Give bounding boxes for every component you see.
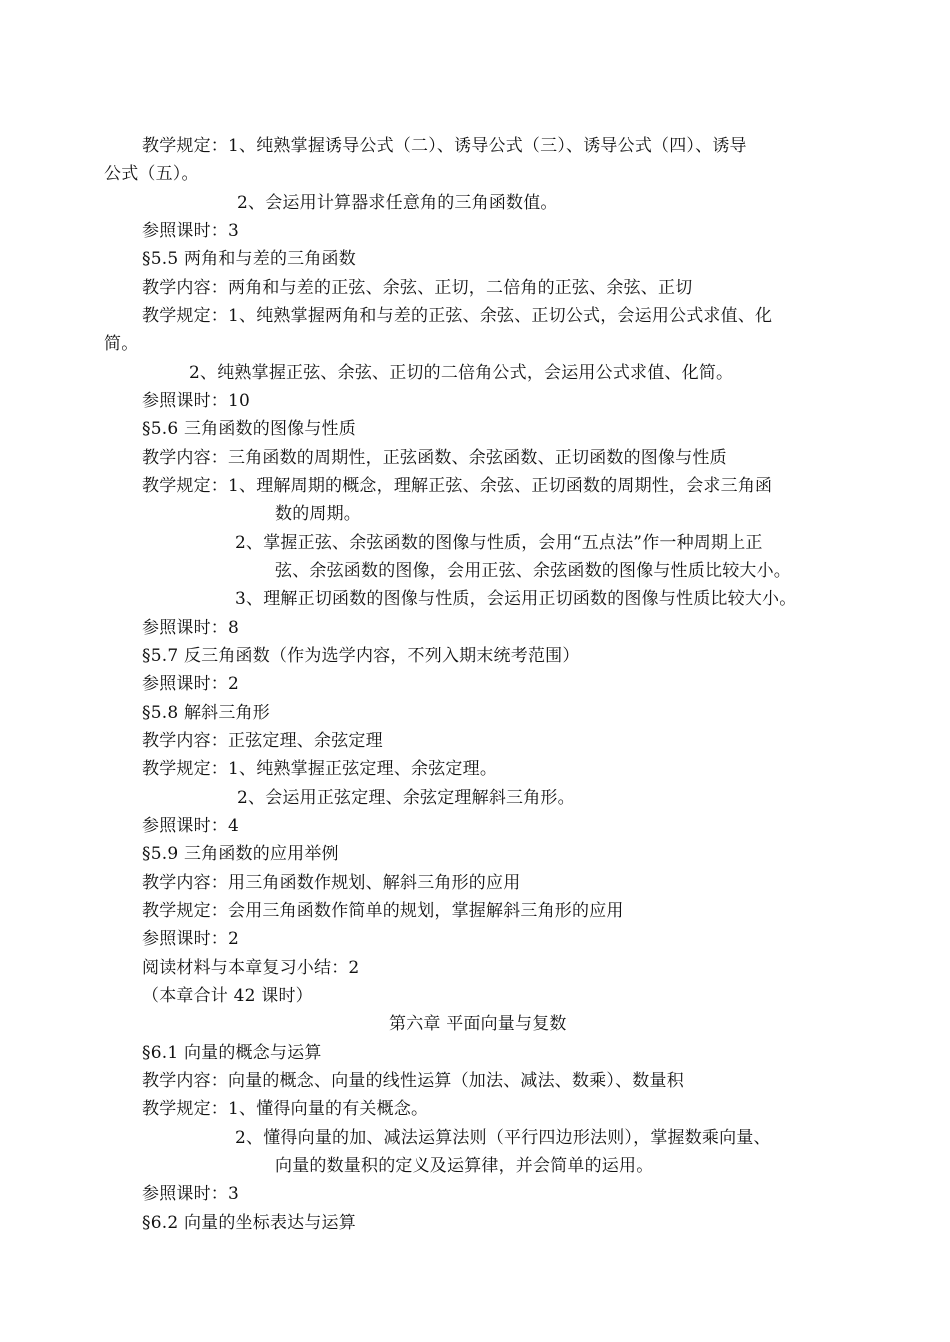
text-line: 参照课时：3: [142, 1184, 240, 1204]
text-line: 2、纯熟掌握正弦、余弦、正切的二倍角公式，会运用公式求值、化简。: [189, 363, 734, 383]
text-line: 向量的数量积的定义及运算律，并会简单的运用。: [275, 1156, 654, 1176]
section-heading: §5.7 反三角函数（作为选学内容，不列入期末统考范围）: [142, 646, 580, 666]
text-line: 教学规定：1、纯熟掌握两角和与差的正弦、余弦、正切公式，会运用公式求值、化: [142, 306, 773, 326]
text-line: 参照课时：3: [142, 221, 240, 241]
text-line: （本章合计 42 课时）: [142, 986, 313, 1006]
section-heading: §6.2 向量的坐标表达与运算: [142, 1213, 356, 1233]
text-line: 参照课时：2: [142, 674, 240, 694]
text-line: 3、理解正切函数的图像与性质，会运用正切函数的图像与性质比较大小。: [235, 589, 797, 609]
chapter-heading: 第六章 平面向量与复数: [389, 1014, 567, 1034]
text-line: 2、会运用正弦定理、余弦定理解斜三角形。: [237, 788, 575, 808]
text-line: 教学内容：正弦定理、余弦定理: [142, 731, 383, 751]
section-heading: §5.9 三角函数的应用举例: [142, 844, 339, 864]
text-line: 阅读材料与本章复习小结：2: [142, 958, 360, 978]
text-line: 公式（五）。: [104, 164, 199, 184]
text-line: 教学内容：三角函数的周期性，正弦函数、余弦函数、正切函数的图像与性质: [142, 448, 727, 468]
text-line: 弦、余弦函数的图像，会用正弦、余弦函数的图像与性质比较大小。: [275, 561, 791, 581]
text-line: 教学规定：1、懂得向量的有关概念。: [142, 1099, 429, 1119]
text-line: 数的周期。: [275, 504, 361, 524]
text-line: 教学规定：1、纯熟掌握诱导公式（二）、诱导公式（三）、诱导公式（四）、诱导: [142, 136, 747, 156]
text-line: 教学内容：用三角函数作规划、解斜三角形的应用: [142, 873, 521, 893]
section-heading: §5.8 解斜三角形: [142, 703, 270, 723]
text-line: 2、掌握正弦、余弦函数的图像与性质，会用“五点法”作一种周期上正: [235, 533, 763, 553]
text-line: 参照课时：8: [142, 618, 240, 638]
text-line: 教学规定：会用三角函数作简单的规划，掌握解斜三角形的应用: [142, 901, 624, 921]
text-line: 2、懂得向量的加、减法运算法则（平行四边形法则），掌握数乘向量、: [235, 1128, 771, 1148]
text-line: 参照课时：2: [142, 929, 240, 949]
text-line: 简。: [104, 334, 139, 354]
section-heading: §5.5 两角和与差的三角函数: [142, 249, 356, 269]
section-heading: §5.6 三角函数的图像与性质: [142, 419, 356, 439]
text-line: 教学内容：向量的概念、向量的线性运算（加法、减法、数乘）、数量积: [142, 1071, 684, 1091]
text-line: 教学内容：两角和与差的正弦、余弦、正切，二倍角的正弦、余弦、正切: [142, 278, 693, 298]
section-heading: §6.1 向量的概念与运算: [142, 1043, 322, 1063]
text-line: 参照课时：4: [142, 816, 240, 836]
text-line: 教学规定：1、纯熟掌握正弦定理、余弦定理。: [142, 759, 498, 779]
text-line: 参照课时：10: [142, 391, 251, 411]
text-line: 2、会运用计算器求任意角的三角函数值。: [237, 193, 558, 213]
text-line: 教学规定：1、理解周期的概念，理解正弦、余弦、正切函数的周期性，会求三角函: [142, 476, 773, 496]
